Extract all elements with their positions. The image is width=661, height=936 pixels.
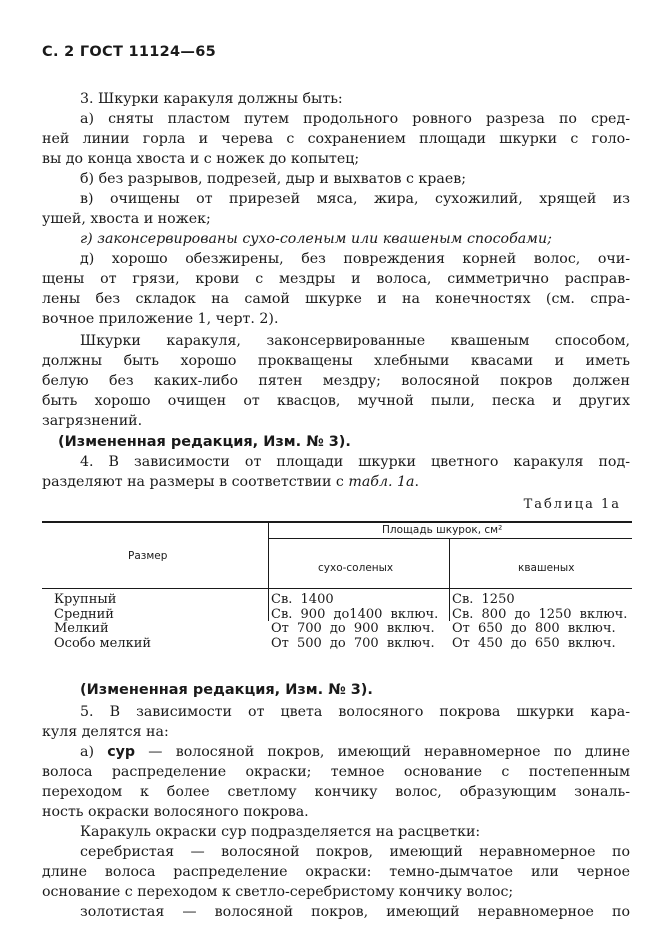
item-a-line-2: ней линии горла и черева с сохранением площади шкурки с голо- [42, 131, 630, 147]
kvash-line-3: белую без каких-либо пятен мездру; волосяной покров должен [42, 373, 630, 389]
silver-line-2: длине волоса распределение окраски: темно-дымчатое или черное [42, 864, 630, 880]
section-5-line-2: куля делятся на: [42, 724, 169, 740]
cell-dry: От 500 до 700 включ. [271, 635, 435, 651]
item-a-line-1: а) сняты пластом путем продольного ровного разреза по сред- [80, 111, 630, 127]
edit-note-2: (Измененная редакция, Изм. № 3). [80, 682, 373, 698]
col-header-sour: квашеных [518, 562, 575, 574]
term-sur: сур [107, 744, 136, 760]
table-vrule-2 [449, 538, 450, 621]
cell-dry: От 700 до 900 включ. [271, 621, 435, 636]
cell-size: Мелкий [54, 621, 109, 636]
item-v-line-1: в) очищены от прирезей мяса, жира, сухожилий, хрящей из [80, 191, 630, 207]
section-4-text: разделяют на размеры в соответствии с [42, 474, 349, 490]
cell-sour: От 650 до 800 включ. [452, 621, 616, 636]
col-header-area: Площадь шкурок, см² [382, 524, 503, 536]
cell-sour: Св. 1250 [452, 592, 515, 607]
item-a-marker: а) [80, 744, 108, 760]
cell-dry: Св. 1400 [271, 592, 334, 607]
table-reference: табл. 1а [348, 474, 415, 490]
edit-note-1: (Измененная редакция, Изм. № 3). [58, 434, 351, 450]
item-a-line-3: вы до конца хвоста и с ножек до копытец; [42, 151, 360, 167]
cell-sour: От 450 до 650 включ. [452, 635, 616, 651]
item-sur-line-3: переходом к более светлому кончику волос, образующим зональ- [42, 784, 630, 800]
item-d-line-4: вочное приложение 1, черт. 2). [42, 311, 279, 327]
item-v-line-2: ушей, хвоста и ножек; [42, 211, 211, 227]
cell-dry: Св. 900 до1400 включ. [271, 606, 439, 622]
section-5-line-1: 5. В зависимости от цвета волосяного покрова шкурки кара- [80, 704, 630, 720]
item-g: г) законсервированы сухо-соленым или квашеным способами; [80, 231, 552, 247]
col-header-size: Размер [128, 550, 168, 562]
col-header-dry: сухо-соленых [318, 562, 394, 574]
item-sur-line-1 [80, 742, 630, 762]
table-top-rule [42, 521, 632, 523]
silver-line-3: основание с переходом к светло-серебристому кончику волос; [42, 884, 514, 900]
table-vrule-1 [268, 521, 269, 621]
kvash-line-5: загрязнений. [42, 413, 143, 429]
cell-size: Средний [54, 606, 114, 622]
silver-line-1: серебристая — волосяной покров, имеющий неравномерное по [80, 844, 630, 860]
item-d-line-1: д) хорошо обезжирены, без повреждения корней волос, очи- [80, 251, 630, 267]
item-sur-line-4: ность окраски волосяного покрова. [42, 804, 309, 820]
gold-line-1: золотистая — волосяной покров, имеющий неравномерное по [80, 904, 630, 920]
item-d-line-3: лены без складок на самой шкурке и на конечностях (см. спра- [42, 291, 630, 307]
item-b: б) без разрывов, подрезей, дыр и выхватов с краев; [80, 171, 467, 187]
sur-subdivision: Каракуль окраски сур подразделяется на расцветки: [80, 824, 481, 840]
table-subheader-rule [268, 538, 632, 539]
item-sur-text: — волосяной покров, имеющий неравномерное по длине [135, 744, 630, 760]
kvash-line-2: должны быть хорошо прокващены хлебными квасами и иметь [42, 353, 630, 369]
table-header-rule [42, 588, 632, 589]
cell-size: Особо мелкий [54, 635, 152, 651]
cell-size: Крупный [54, 592, 117, 607]
item-sur-line-2: волоса распределение окраски; темное основание с постепенным [42, 764, 630, 780]
section-3-intro: 3. Шкурки каракуля должны быть: [80, 91, 343, 107]
cell-sour: Св. 800 до 1250 включ. [452, 606, 628, 622]
kvash-line-4: быть хорошо очищен от квасцов, мучной пыли, песка и других [42, 393, 630, 409]
page-header: С. 2 ГОСТ 11124—65 [42, 44, 217, 60]
kvash-line-1: Шкурки каракуля, законсервированные квашеным способом, [80, 333, 630, 349]
item-d-line-2: щены от грязи, крови с мездры и волоса, симметрично расправ- [42, 271, 630, 287]
section-4-line-1: 4. В зависимости от площади шкурки цветного каракуля под- [80, 454, 630, 470]
table-caption: Таблица 1а [523, 497, 621, 512]
section-4-period: . [414, 474, 419, 490]
section-4-line-2 [42, 472, 419, 492]
